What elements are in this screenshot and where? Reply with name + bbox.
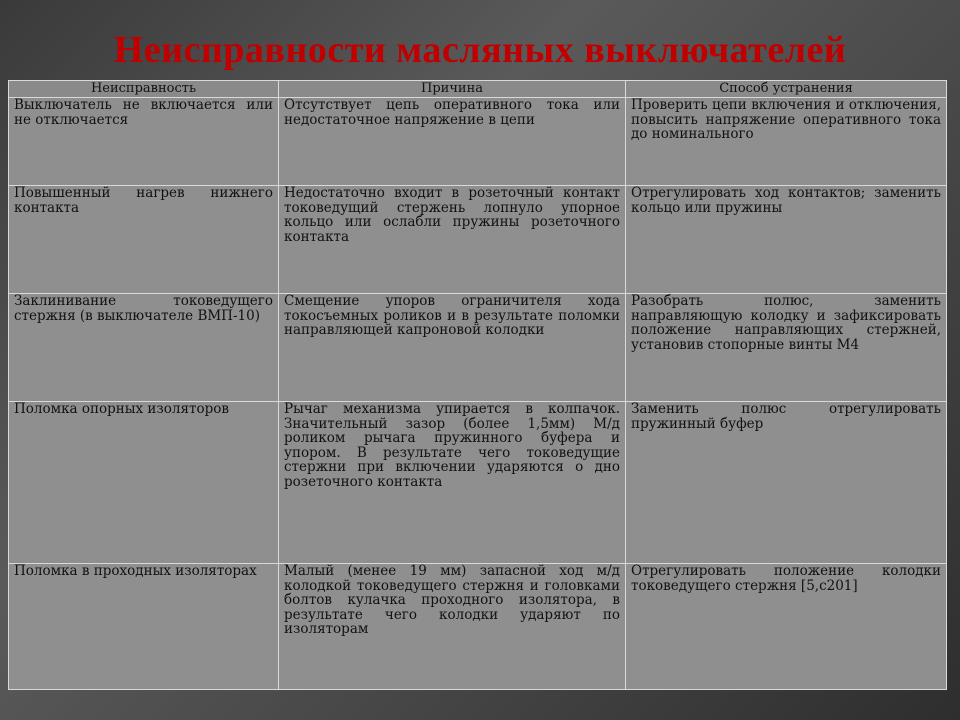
fault-cell: Выключатель не включается или не отключается <box>9 98 279 186</box>
fault-cell: Поломка опорных изоляторов <box>9 402 279 564</box>
cause-cell: Малый (менее 19 мм) запасной ход м/д колодкой токоведущего стержня и головками болтов кулачка проходного изолятора, в результате чего колодки ударяют по изоляторам <box>279 564 626 690</box>
header-cause: Причина <box>279 81 626 98</box>
cause-cell: Отсутствует цепь оперативного тока или недостаточное напряжение в цепи <box>279 98 626 186</box>
table-row <box>9 98 947 186</box>
faults-table <box>8 80 947 690</box>
table-row <box>9 294 947 402</box>
fix-cell: Отрегулировать ход контактов; заменить кольцо или пружины <box>626 186 947 294</box>
fault-cell: Заклинивание токоведущего стержня (в выключателе ВМП-10) <box>9 294 279 402</box>
table-row <box>9 564 947 690</box>
table-row <box>9 186 947 294</box>
slide-title: Неисправности масляных выключателей <box>113 29 847 71</box>
cause-cell: Рычаг механизма упирается в колпачок. Значительный зазор (более 1,5мм) М/д роликом рычага пружинного буфера и упором. В результате чего токоведущие стержни при включении ударяются о дно розеточного контакта <box>279 402 626 564</box>
fault-cell: Поломка в проходных изоляторах <box>9 564 279 690</box>
cause-cell: Смещение упоров ограничителя хода токосъемных роликов и в результате поломки направляющей капроновой колодки <box>279 294 626 402</box>
fault-cell: Повышенный нагрев нижнего контакта <box>9 186 279 294</box>
fix-cell: Заменить полюс отрегулировать пружинный буфер <box>626 402 947 564</box>
fix-cell: Отрегулировать положение колодки токоведущего стержня [5,с201] <box>626 564 947 690</box>
cause-cell: Недостаточно входит в розеточный контакт токоведущий стержень лопнуло упорное кольцо или ослабли пружины розеточного контакта <box>279 186 626 294</box>
table-header-row <box>9 81 947 98</box>
table-row <box>9 402 947 564</box>
header-fault: Неисправность <box>9 81 279 98</box>
fix-cell: Разобрать полюс, заменить направляющую колодку и зафиксировать положение направляющих стержней, установив стопорные винты М4 <box>626 294 947 402</box>
fix-cell: Проверить цепи включения и отключения, повысить напряжение оперативного тока до номинального <box>626 98 947 186</box>
header-fix: Способ устранения <box>626 81 947 98</box>
